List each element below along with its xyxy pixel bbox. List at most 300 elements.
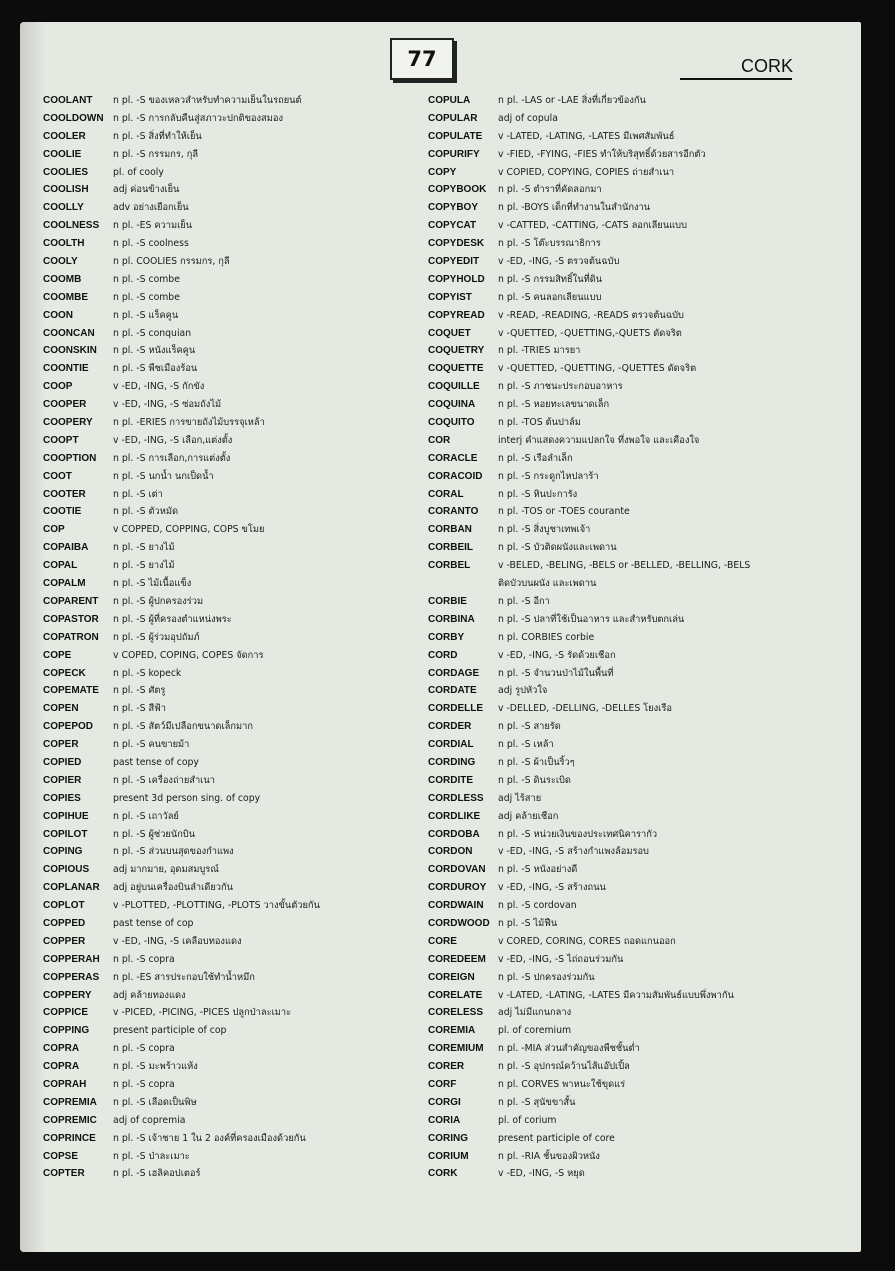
entry-definition: v -LATED, -LATING, -LATES มีเพศสัมพันธ์ (498, 130, 675, 142)
entry-headword: CORBEL (428, 560, 471, 572)
entry-definition: n pl. -S กรรมสิทธิ์ในที่ดิน (498, 273, 603, 285)
entry-definition: v -ED, -ING, -S เคลือบทองแดง (113, 935, 242, 947)
entry-definition: n pl. CORVES พาหนะใช้ขุดแร่ (498, 1079, 626, 1090)
dictionary-entry (428, 647, 848, 665)
entry-headword: CORDIAL (428, 739, 474, 751)
entry-headword: CORDAGE (428, 667, 480, 679)
dictionary-entry (43, 879, 428, 897)
dictionary-entry (43, 665, 428, 683)
entry-definition: adj of copremia (113, 1114, 186, 1126)
entry-definition: n pl. -S ยางไม้ (113, 542, 175, 554)
dictionary-entry (428, 1076, 848, 1094)
dictionary-entry (43, 754, 428, 772)
entry-definition: adv อย่างเยือกเย็น (113, 202, 189, 214)
dictionary-entry (43, 1004, 428, 1022)
entry-headword: COPPED (43, 917, 86, 929)
entry-headword: COPPING (43, 1025, 90, 1037)
dictionary-entry (428, 557, 848, 593)
entry-definition: n pl. -S ของเหลวสำหรับทำความเย็นในรถยนต์ (113, 95, 302, 106)
dictionary-entry (428, 826, 848, 844)
entry-definition: n pl. -S ป่าละเมาะ (113, 1150, 190, 1162)
dictionary-entry (428, 951, 848, 969)
entry-headword: COOLDOWN (43, 112, 104, 124)
entry-headword: COOMBE (43, 291, 88, 303)
entry-headword: COOMB (43, 273, 82, 285)
entry-headword: CORDWAIN (428, 900, 484, 912)
entry-headword: CORAL (428, 488, 464, 500)
entry-definition: v -READ, -READING, -READS ตรวจต้นฉบับ (498, 309, 684, 321)
dictionary-entry (428, 969, 848, 987)
entry-definition: n pl. -S เหล้า (498, 739, 554, 751)
entry-headword: CORING (428, 1132, 468, 1144)
entry-headword: COREDEEM (428, 953, 486, 965)
dictionary-entry (43, 736, 428, 754)
dictionary-entry (428, 164, 848, 182)
entry-headword: COOLER (43, 130, 86, 142)
dictionary-entry (43, 271, 428, 289)
dictionary-entry (43, 897, 428, 915)
entry-headword: COR (428, 434, 451, 446)
dictionary-entry (428, 933, 848, 951)
entry-definition: n pl. -MIA ส่วนสำคัญของพืชชั้นต่ำ (498, 1043, 640, 1055)
entry-definition: n pl. -S combe (113, 273, 180, 285)
dictionary-entry (428, 235, 848, 253)
dictionary-entry (43, 951, 428, 969)
dictionary-entry (43, 1165, 428, 1183)
entry-definition: v -BELED, -BELING, -BELS or -BELLED, -BELLING, -BELS (498, 560, 751, 572)
entry-headword: CORDATE (428, 685, 477, 697)
entry-headword: CORDWOOD (428, 917, 490, 929)
entry-definition: n pl. -S coolness (113, 238, 189, 250)
dictionary-entry (43, 432, 428, 450)
entry-headword: COOPTION (43, 452, 97, 464)
entry-definition: n pl. -S กระดูกไหปลาร้า (498, 470, 599, 482)
dictionary-entry (43, 164, 428, 182)
dictionary-entry (43, 468, 428, 486)
entry-definition: n pl. -S โต๊ะบรรณาธิการ (498, 238, 601, 250)
entry-definition: v -ED, -ING, -S สร้างถนน (498, 882, 606, 894)
dictionary-entry (43, 378, 428, 396)
entry-definition: n pl. -S copra (113, 953, 175, 965)
dictionary-entry (43, 826, 428, 844)
entry-headword: COPATRON (43, 631, 99, 643)
entry-headword: COREMIUM (428, 1043, 484, 1055)
entry-headword: CORDUROY (428, 882, 487, 894)
entry-definition: n pl. -TOS or -TOES courante (498, 506, 630, 518)
entry-headword: COPREMIC (43, 1114, 97, 1126)
entry-headword: COONSKIN (43, 345, 97, 357)
entry-headword: COP (43, 524, 65, 536)
entry-definition: v -ED, -ING, -S สร้างกำแพงล้อมรอบ (498, 846, 649, 858)
entry-headword: CORIUM (428, 1150, 469, 1162)
entry-headword: CORDER (428, 721, 472, 733)
dictionary-entry (428, 325, 848, 343)
dictionary-entry (428, 1130, 848, 1148)
entry-headword: CORACLE (428, 452, 478, 464)
dictionary-entry (43, 808, 428, 826)
entry-headword: COPYEDIT (428, 256, 480, 268)
entry-definition: n pl. -S เครื่องถ่ายสำเนา (113, 774, 215, 786)
entry-headword: COQUITO (428, 417, 475, 429)
entry-headword: COPULATE (428, 130, 483, 142)
entry-headword: COPIHUE (43, 810, 89, 822)
entry-definition: v -ED, -ING, -S ตรวจต้นฉบับ (498, 256, 620, 268)
dictionary-entry (43, 647, 428, 665)
dictionary-entry (43, 414, 428, 432)
dictionary-entry (43, 718, 428, 736)
entry-headword: COPASTOR (43, 613, 99, 625)
dictionary-entry (43, 503, 428, 521)
entry-headword: COPER (43, 739, 79, 751)
page-number: 77 (390, 38, 454, 80)
entry-headword: CORE (428, 935, 457, 947)
entry-definition: pl. of corium (498, 1114, 557, 1126)
entry-headword: CORBEIL (428, 542, 473, 554)
entry-headword: COPRAH (43, 1078, 87, 1090)
dictionary-entry (428, 307, 848, 325)
dictionary-entry (43, 575, 428, 593)
entry-definition: n pl. -TOS ต้นปาล์ม (498, 417, 581, 429)
dictionary-entry (43, 790, 428, 808)
entry-definition: v -FIED, -FYING, -FIES ทำให้บริสุทธิ์ด้วยสารอีกตัว (498, 148, 706, 160)
dictionary-entry (43, 700, 428, 718)
entry-headword: COPYIST (428, 291, 472, 303)
dictionary-entry (43, 611, 428, 629)
dictionary-entry (428, 754, 848, 772)
dictionary-entry (43, 235, 428, 253)
dictionary-entry (428, 432, 848, 450)
entry-headword: COPIES (43, 792, 81, 804)
dictionary-entry (428, 629, 848, 647)
entry-headword: COOLLY (43, 202, 84, 214)
dictionary-entry (43, 450, 428, 468)
entry-headword: CORBAN (428, 524, 472, 536)
dictionary-entry (428, 772, 848, 790)
entry-headword: COQUILLE (428, 381, 480, 393)
entry-headword: COPIOUS (43, 864, 90, 876)
entry-headword: COPPERAS (43, 971, 100, 983)
dictionary-entry (428, 736, 848, 754)
dictionary-entry (43, 557, 428, 575)
entry-definition: n pl. -S conquian (113, 327, 192, 339)
dictionary-entry (43, 360, 428, 378)
dictionary-entry (428, 181, 848, 199)
right-column (428, 92, 848, 1183)
entry-definition: n pl. -S ไม้เนื้อแข็ง (113, 578, 192, 590)
entry-definition: n pl. -S มะพร้าวแห้ง (113, 1061, 198, 1073)
dictionary-entry (43, 1094, 428, 1112)
entry-definition: n pl. -S เถาวัลย์ (113, 810, 179, 822)
entry-definition: n pl. -S อีกา (498, 595, 550, 607)
entry-headword: COPIER (43, 774, 82, 786)
dictionary-entry (43, 843, 428, 861)
entry-headword: COOLNESS (43, 220, 100, 232)
dictionary-entry (428, 808, 848, 826)
dictionary-entry (43, 253, 428, 271)
entry-definition: adj of copula (498, 112, 558, 124)
entry-headword: COPREMIA (43, 1096, 97, 1108)
entry-definition: n pl. -S หนังอย่างดี (498, 864, 578, 876)
entry-headword: COPYHOLD (428, 273, 485, 285)
entry-headword: COPYDESK (428, 238, 485, 250)
entry-definition: n pl. -S หนังแร็คคูน (113, 345, 196, 357)
entry-definition: v -ED, -ING, -S รัดด้วยเชือก (498, 649, 616, 661)
entry-headword: CORBIE (428, 595, 467, 607)
entry-definition: n pl. -S เรือลำเล็ก (498, 452, 573, 464)
dictionary-entry (428, 360, 848, 378)
dictionary-entry (43, 396, 428, 414)
entry-definition: past tense of cop (113, 917, 194, 929)
entry-definition: n pl. -S ปลาที่ใช้เป็นอาหาร และสำหรับตกเล่น (498, 613, 685, 625)
entry-definition: v -QUETTED, -QUETTING, -QUETTES ดัดจริต (498, 363, 697, 375)
entry-headword: COPYCAT (428, 220, 477, 232)
entry-definition: n pl. CORBIES corbie (498, 631, 595, 643)
dictionary-entry (428, 665, 848, 683)
dictionary-entry (43, 629, 428, 647)
entry-headword: CORK (428, 1168, 458, 1180)
entry-definition: interj คำแสดงความแปลกใจ ทึ่งพอใจ และเคืองใจ (498, 434, 700, 446)
entry-headword: CORDOVAN (428, 864, 486, 876)
dictionary-entry (43, 128, 428, 146)
dictionary-entry (428, 253, 848, 271)
entry-headword: COPRA (43, 1061, 80, 1073)
dictionary-entry (43, 1022, 428, 1040)
entry-headword: COPE (43, 649, 72, 661)
entry-definition: n pl. -BOYS เด็กที่ทำงานในสำนักงาน (498, 202, 651, 214)
dictionary-entry (428, 486, 848, 504)
entry-definition: n pl. -S การกลับคืนสู่สภาวะปกติของสมอง (113, 112, 283, 124)
entry-definition: n pl. -ERIES การขายถังไม้บรรจุเหล้า (113, 417, 265, 429)
entry-definition: n pl. -S คนลอกเลียนแบบ (498, 291, 602, 303)
entry-headword: COQUINA (428, 399, 476, 411)
dictionary-entry (428, 1022, 848, 1040)
entry-definition: present participle of cop (113, 1025, 227, 1037)
entry-definition: n pl. -S เฮลิคอปเตอร์ (113, 1168, 201, 1180)
dictionary-entry (428, 987, 848, 1005)
entry-definition: n pl. -S ผู้ร่วมอุปถัมภ์ (113, 631, 200, 643)
entry-headword: COPPERAH (43, 953, 100, 965)
entry-definition: present 3d person sing. of copy (113, 792, 261, 804)
entry-headword: COPPICE (43, 1007, 89, 1019)
entry-headword: COOLTH (43, 238, 85, 250)
dictionary-entry (43, 861, 428, 879)
entry-definition: v -ED, -ING, -S หยุด (498, 1168, 585, 1180)
dictionary-entry (428, 879, 848, 897)
entry-headword: COPING (43, 846, 83, 858)
entry-headword: CORDING (428, 756, 476, 768)
dictionary-entry (428, 700, 848, 718)
dictionary-entry (428, 593, 848, 611)
entry-headword: COOLY (43, 256, 78, 268)
dictionary-entry (43, 325, 428, 343)
entry-definition: adj ไร้สาย (498, 792, 542, 804)
dictionary-entry (43, 307, 428, 325)
entry-headword: CORDELLE (428, 703, 483, 715)
entry-headword: COPTER (43, 1168, 85, 1180)
entry-definition: v -LATED, -LATING, -LATES มีความสัมพันธ์แบบพึ่งพากัน (498, 989, 734, 1001)
dictionary-entry (43, 217, 428, 235)
entry-headword: COOPT (43, 434, 79, 446)
entry-definition: v -QUETTED, -QUETTING,-QUETS ดัดจริต (498, 327, 682, 339)
entry-headword: CORDON (428, 846, 473, 858)
dictionary-entry (43, 181, 428, 199)
entry-definition: adj ไม่มีแกนกลาง (498, 1007, 572, 1019)
entry-headword: COQUET (428, 327, 471, 339)
entry-definition: n pl. -S สุนัขขาสั้น (498, 1096, 576, 1108)
entry-definition-continued: ติดบัวบนผนัง และเพดาน (498, 578, 597, 590)
entry-headword: CORBY (428, 631, 465, 643)
entry-definition: adj คล้ายเชือก (498, 810, 559, 822)
dictionary-entry (43, 1076, 428, 1094)
entry-headword: COOLIES (43, 166, 89, 178)
entry-headword: COREMIA (428, 1025, 476, 1037)
dictionary-entry (43, 1148, 428, 1166)
dictionary-entry (428, 503, 848, 521)
entry-headword: COOTER (43, 488, 86, 500)
dictionary-entry (43, 289, 428, 307)
dictionary-entry (43, 521, 428, 539)
entry-headword: COPY (428, 166, 457, 178)
dictionary-page (20, 22, 861, 1252)
left-column (43, 92, 428, 1183)
entry-headword: COPYBOOK (428, 184, 487, 196)
entry-headword: COOP (43, 381, 73, 393)
dictionary-entry (43, 342, 428, 360)
dictionary-entry (43, 146, 428, 164)
entry-headword: COPPER (43, 935, 86, 947)
entry-definition: n pl. -S ภาชนะประกอบอาหาร (498, 381, 623, 393)
entry-headword: COPAIBA (43, 542, 89, 554)
entry-headword: COOTIE (43, 506, 82, 518)
dictionary-entry (43, 486, 428, 504)
dictionary-entry (428, 897, 848, 915)
entry-definition: n pl. -S ผ้าเป็นริ้วๆ (498, 756, 575, 768)
dictionary-entry (428, 915, 848, 933)
dictionary-entry (428, 539, 848, 557)
entry-headword: CORIA (428, 1114, 461, 1126)
entry-headword: COON (43, 309, 73, 321)
entry-headword: CORGI (428, 1096, 461, 1108)
entry-definition: v COPPED, COPPING, COPS ขโมย (113, 524, 265, 536)
dictionary-entry (43, 1040, 428, 1058)
entry-headword: COOPERY (43, 417, 93, 429)
entry-headword: CORELESS (428, 1007, 484, 1019)
dictionary-entry (428, 1148, 848, 1166)
entry-definition: present participle of core (498, 1132, 615, 1144)
dictionary-entry (428, 1165, 848, 1183)
dictionary-entry (428, 450, 848, 468)
entry-definition: n pl. -S ปกครองร่วมกัน (498, 971, 595, 983)
entry-headword: COPURIFY (428, 148, 480, 160)
entry-definition: v -PLOTTED, -PLOTTING, -PLOTS วางขั้นตัวยกัน (113, 900, 320, 912)
dictionary-entry (428, 92, 848, 110)
entry-definition: n pl. -ES สารประกอบใช้ทำน้ำหมึก (113, 971, 255, 983)
entry-definition: n pl. -S เต่า (113, 488, 163, 500)
entry-definition: n pl. -S ศัตรู (113, 685, 166, 697)
entry-definition: n pl. -S อุปกรณ์คว้านไส้แอ๊ปเปิ้ล (498, 1061, 630, 1073)
entry-definition: n pl. -S ผู้ที่ครองตำแหน่งพระ (113, 613, 232, 625)
entry-headword: COONTIE (43, 363, 89, 375)
entry-headword: COPPERY (43, 989, 92, 1001)
dictionary-entry (428, 342, 848, 360)
entry-headword: COOPER (43, 399, 87, 411)
entry-definition: n pl. -S ตำราที่คัดลอกมา (498, 184, 602, 196)
entry-definition: n pl. -RIA ชั้นของผิวหนัง (498, 1150, 600, 1162)
entry-headword: CORER (428, 1061, 465, 1073)
entry-headword: CORBINA (428, 613, 475, 625)
dictionary-entry (428, 271, 848, 289)
dictionary-entry (428, 843, 848, 861)
entry-headword: COOLIE (43, 148, 82, 160)
entry-definition: n pl. -S กรรมกร, กุลี (113, 148, 199, 160)
entry-definition: n pl. -S เลือดเป็นพิษ (113, 1096, 197, 1108)
entry-headword: COOLISH (43, 184, 89, 196)
entry-headword: COPECK (43, 667, 86, 679)
entry-definition: v -PICED, -PICING, -PICES ปลูกป่าละเมาะ (113, 1007, 292, 1019)
entry-definition: n pl. -S สีฟ้า (113, 703, 166, 715)
dictionary-entry (43, 772, 428, 790)
entry-headword: CORDLESS (428, 792, 484, 804)
entry-headword: COOLANT (43, 95, 93, 106)
dictionary-entry (43, 110, 428, 128)
entry-headword: COONCAN (43, 327, 95, 339)
dictionary-entry (43, 1112, 428, 1130)
entry-headword: COQUETTE (428, 363, 484, 375)
entry-headword: COPEN (43, 703, 79, 715)
dictionary-entry (428, 861, 848, 879)
entry-definition: adj มากมาย, อุดมสมบูรณ์ (113, 864, 219, 876)
entry-definition: v -ED, -ING, -S เลือก,แต่งตั้ง (113, 434, 233, 446)
dictionary-entry (428, 718, 848, 736)
entry-definition: v CORED, CORING, CORES ถอดแกนออก (498, 935, 676, 947)
entry-headword: COPLANAR (43, 882, 100, 894)
dictionary-entry (428, 414, 848, 432)
entry-headword: COREIGN (428, 971, 475, 983)
dictionary-entry (428, 790, 848, 808)
entry-definition: n pl. -S คนขายม้า (113, 739, 190, 751)
entry-definition: n pl. -S ส่วนบนสุดของกำแพง (113, 846, 234, 858)
header-guide-word: CORK (740, 56, 793, 76)
entry-definition: n pl. -S ผู้ช่วยนักบิน (113, 828, 196, 840)
entry-headword: CORD (428, 649, 458, 661)
dictionary-entry (428, 1058, 848, 1076)
entry-definition: v -ED, -ING, -S ซ่อมถังไม้ (113, 399, 222, 411)
entry-headword: COPEMATE (43, 685, 99, 697)
entry-definition: n pl. -S kopeck (113, 667, 182, 679)
dictionary-entry (43, 539, 428, 557)
entry-definition: adj อยู่บนเครื่องบินลำเดียวกัน (113, 882, 233, 894)
dictionary-entry (428, 468, 848, 486)
entry-headword: COPYBOY (428, 202, 479, 214)
entry-definition: n pl. -S สายรัด (498, 721, 561, 733)
entry-definition: pl. of cooly (113, 166, 164, 178)
entry-headword: COPRA (43, 1043, 80, 1055)
entry-headword: CORDLIKE (428, 810, 481, 822)
entry-headword: COPILOT (43, 828, 88, 840)
dictionary-entry (43, 915, 428, 933)
dictionary-entry (428, 128, 848, 146)
dictionary-entry (43, 199, 428, 217)
entry-headword: COPEPOD (43, 721, 94, 733)
entry-definition: past tense of copy (113, 756, 199, 768)
dictionary-entry (428, 110, 848, 128)
entry-headword: COPAL (43, 560, 78, 572)
header-rule (680, 78, 792, 80)
entry-definition: v -ED, -ING, -S ไถ่ถอนร่วมกัน (498, 953, 624, 965)
entry-headword: COPALM (43, 578, 86, 590)
entry-definition: n pl. -S แร็คคูน (113, 309, 179, 321)
entry-definition: n pl. -S สิ่งที่ทำให้เย็น (113, 130, 202, 142)
